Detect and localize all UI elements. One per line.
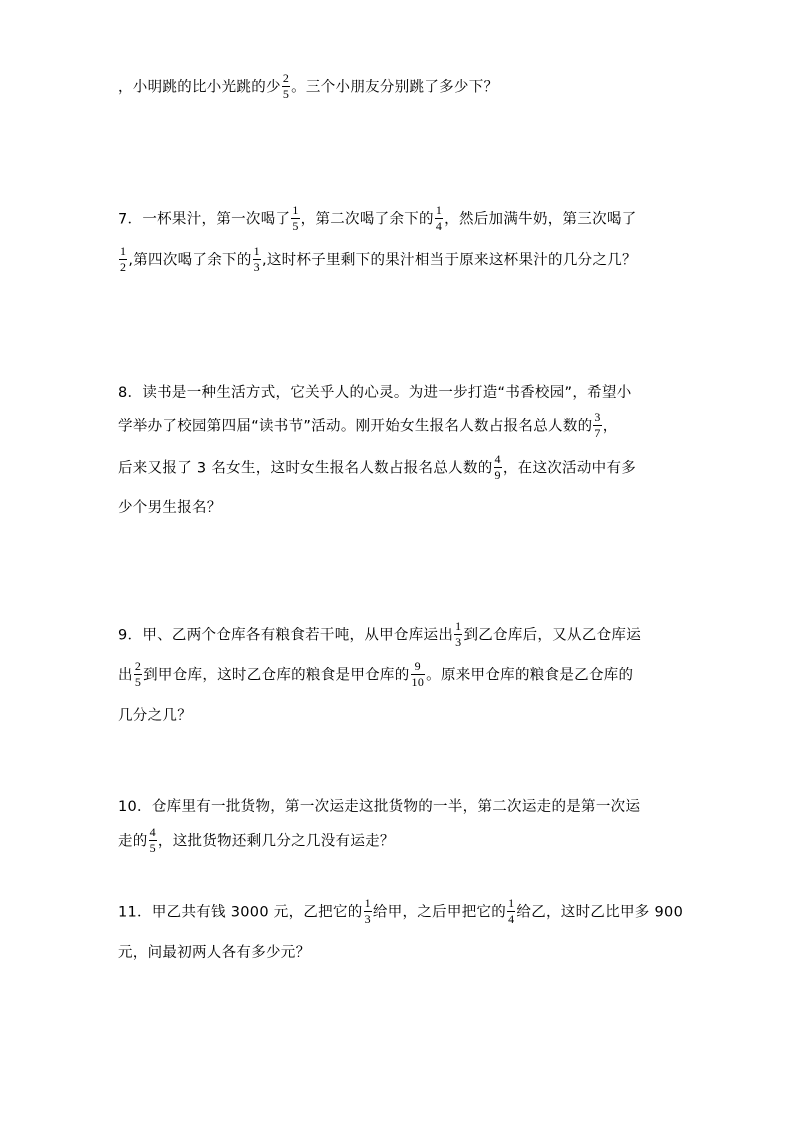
problem-10-line-2: 走的 $\frac{4}{5}$ ，这批货物还剩几分之几没有运走？ — [118, 825, 395, 855]
problem-8-line-3: 后来又报了 3 名女生，这时女生报名人数占报名总人数的 $\frac{4}{9}$ ，在这次活动中有多 — [118, 452, 637, 482]
problem-9-line-3: 几分之几？ — [118, 708, 192, 724]
problem-10-line-1: 10．仓库里有一批货物，第一次运走这批货物的一半，第二次运走的是第一次运 — [118, 799, 641, 815]
problem-11-line-1: 11．甲乙共有钱 3000 元，乙把它的 $\frac{1}{3}$ 给甲，之后甲把它的 $\frac{1}{4}$ 给乙，这时乙比甲多 900 — [118, 896, 684, 926]
problem-9-line-1: 9．甲、乙两个仓库各有粮食若干吨，从甲仓库运出 $\frac{1}{3}$ 到乙仓库后，又从乙仓库运 — [118, 619, 642, 649]
fraction: $\frac{1}{3}$ — [253, 244, 260, 274]
problem-8-line-2: 学举办了校园第四届“读书节”活动。刚开始女生报名人数占报名总人数的 $\frac{3}{7}$ ， — [118, 410, 618, 440]
problem-8-line-4: 少个男生报名？ — [118, 500, 222, 516]
fraction: $\frac{9}{10}$ — [411, 659, 425, 689]
fraction: $\frac{2}{5}$ — [134, 659, 142, 689]
problem-11-line-2: 元，问最初两人各有多少元？ — [118, 945, 311, 961]
problem-9-line-2: 出 $\frac{2}{5}$ 到甲仓库，这时乙仓库的粮食是甲仓库的 $\frac{9}{10}$ 。原来甲仓库的粮食是乙仓库的 — [118, 659, 634, 689]
fraction: $\frac{1}{2}$ — [120, 244, 127, 274]
fraction: $\frac{4}{9}$ — [494, 452, 501, 482]
fraction: $\frac{2}{5}$ — [282, 71, 290, 101]
fraction: $\frac{4}{5}$ — [149, 825, 156, 855]
fraction: $\frac{1}{4}$ — [435, 203, 443, 233]
problem-6-line-1: ，小明跳的比小光跳的少 $\frac{2}{5}$ 。三个小朋友分别跳了多少下？ — [118, 71, 499, 101]
fraction: $\frac{3}{7}$ — [594, 410, 601, 440]
fraction: $\frac{1}{3}$ — [455, 619, 462, 649]
problem-8-line-1: 8．读书是一种生活方式，它关乎人的心灵。为进一步打造“书香校园”，希望小 — [118, 385, 632, 401]
fraction: $\frac{1}{3}$ — [364, 896, 371, 926]
fraction: $\frac{1}{5}$ — [292, 203, 299, 233]
fraction: $\frac{1}{4}$ — [508, 896, 515, 926]
problem-7-line-1: 7．一杯果汁，第一次喝了 $\frac{1}{5}$ ，第二次喝了余下的 $\frac{1}{4}$ ，然后加满牛奶，第三次喝了 — [118, 203, 637, 233]
problem-7-line-2: $\frac{1}{2}$ ,第四次喝了余下的 $\frac{1}{3}$ ,这时杯子里剩下的果汁相当于原来这杯果汁的几分之几？ — [120, 244, 637, 274]
